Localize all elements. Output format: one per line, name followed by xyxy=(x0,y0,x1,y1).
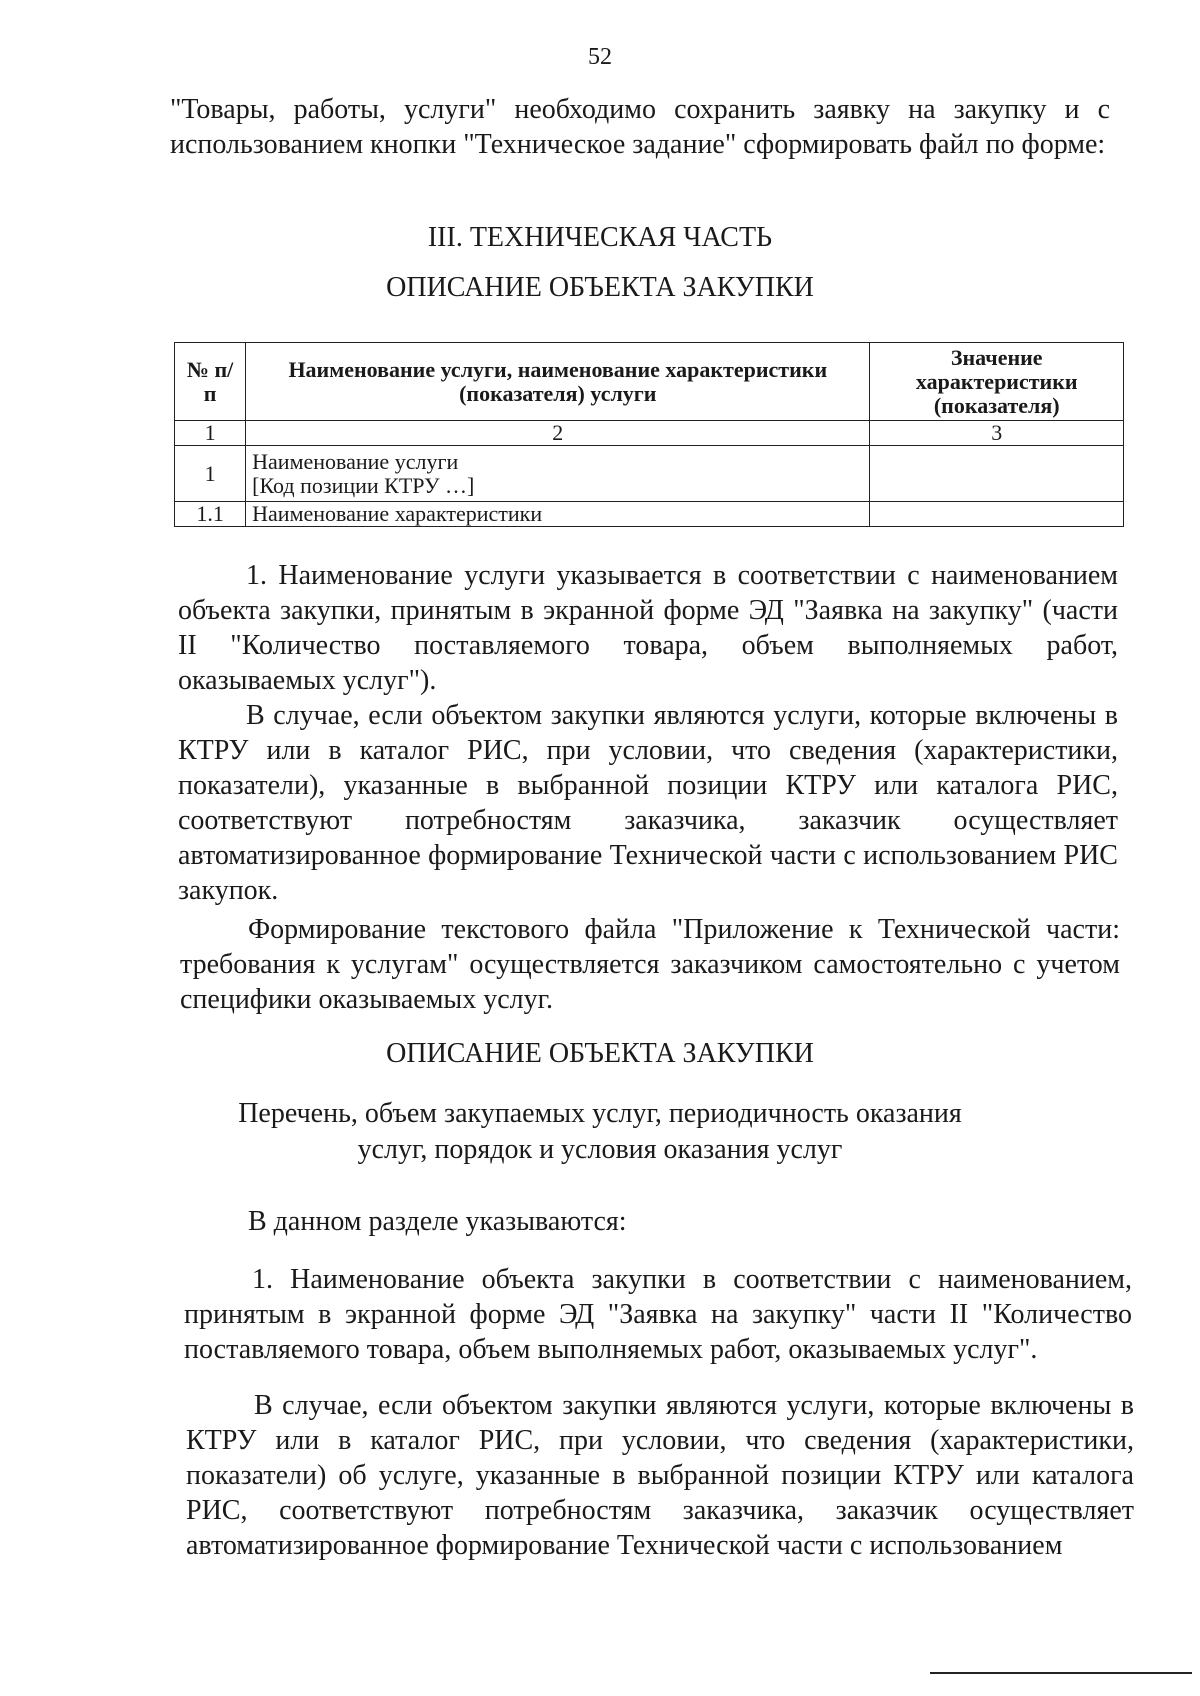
section-heading: III. ТЕХНИЧЕСКАЯ ЧАСТЬ xyxy=(427,222,773,253)
table-row xyxy=(175,502,1124,527)
table-header-row xyxy=(175,343,1124,421)
row-value xyxy=(870,502,1124,527)
row-value xyxy=(870,446,1124,502)
header-value: Значение характеристики (показателя) xyxy=(870,343,1124,421)
table-column-number-row xyxy=(175,421,1124,446)
column-number-3: 3 xyxy=(870,421,1124,446)
subheading-line-2: услуг, порядок и условия оказания услуг xyxy=(357,1134,843,1165)
description-heading-2: ОПИСАНИЕ ОБЪЕКТА ЗАКУПКИ xyxy=(386,1038,814,1069)
paragraph-1: 1. Наименование услуги указывается в соответствии с наименованием объекта закупки, принятым в экранной форме ЭД "Заявка на закупку" (части II "Количество поставляемого товара, объем выполняемых работ, оказываемых услуг"). xyxy=(178,560,1118,696)
ktru-code-line: [Код позиции КТРУ …] xyxy=(252,472,475,498)
row-characteristic-name: Наименование характеристики xyxy=(246,502,870,527)
service-name-line: Наименование услуги xyxy=(252,448,459,474)
header-number: № п/п xyxy=(175,343,246,421)
column-number-2: 2 xyxy=(246,421,870,446)
row-number: 1 xyxy=(175,446,246,502)
column-number-1: 1 xyxy=(175,421,246,446)
subheading-line-1: Перечень, объем закупаемых услуг, периодичность оказания xyxy=(238,1098,962,1129)
paragraph-3: Формирование текстового файла "Приложение к Технической части: требования к услугам" осуществляется заказчиком самостоятельно с учетом специфики оказываемых услуг. xyxy=(180,914,1120,1015)
specification-table xyxy=(174,342,1124,527)
row-number: 1.1 xyxy=(175,502,246,527)
paragraph-2: В случае, если объектом закупки являются услуги, которые включены в КТРУ или в каталог РИС, при условии, что сведения (характеристики, показатели), указанные в выбранной позиции КТРУ или каталога РИС, соответствуют потребностям заказчика, заказчик осуществляет автоматизированное формирование Технической части с использованием РИС закупок. xyxy=(178,700,1118,906)
footer-divider xyxy=(930,1672,1192,1674)
page-number: 52 xyxy=(588,44,612,70)
paragraph-4: В данном разделе указываются: xyxy=(248,1206,627,1237)
paragraph-5: 1. Наименование объекта закупки в соответствии с наименованием, принятым в экранной форме ЭД "Заявка на закупку" части II "Количество поставляемого товара, объем выполняемых работ, оказываемых услуг". xyxy=(184,1264,1132,1365)
row-service-name xyxy=(246,446,870,502)
table-row xyxy=(175,446,1124,502)
header-service-name: Наименование услуги, наименование характеристики (показателя) услуги xyxy=(246,343,870,421)
description-heading-1: ОПИСАНИЕ ОБЪЕКТА ЗАКУПКИ xyxy=(386,272,814,303)
paragraph-6: В случае, если объектом закупки являются услуги, которые включены в КТРУ или в каталог РИС, при условии, что сведения (характеристики, показатели) об услуге, указанные в выбранной позиции КТРУ или каталога РИС, соответствуют потребностям заказчика, заказчик осуществляет автоматизированное формирование Технической части с использованием xyxy=(186,1390,1134,1561)
intro-paragraph: "Товары, работы, услуги" необходимо сохранить заявку на закупку и с использованием кнопки "Техническое задание" сформировать файл по форме: xyxy=(170,94,1110,160)
